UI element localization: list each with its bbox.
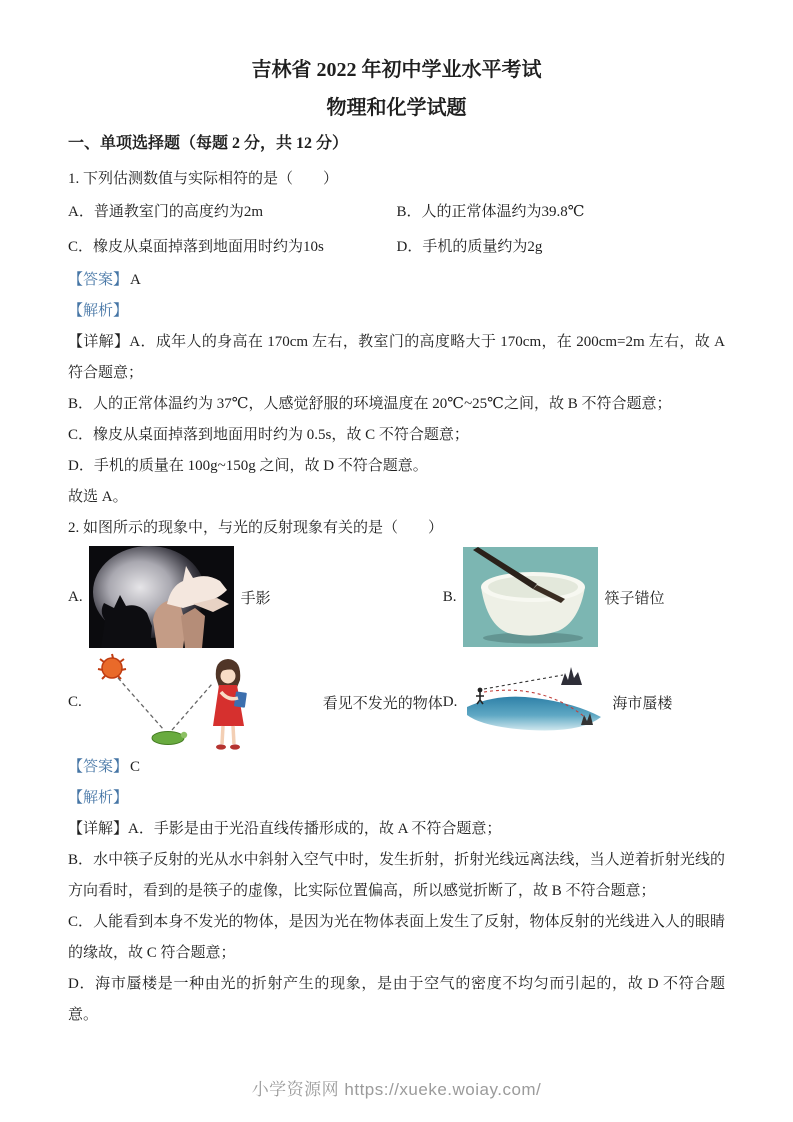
incident-ray	[118, 678, 164, 730]
option-caption: 手影	[240, 590, 271, 607]
hand-shadow-image	[89, 546, 234, 648]
question-1-detail-d: D．手机的质量在 100g~150g 之间，故 D 不符合题意。	[68, 458, 428, 474]
option-letter: D.	[442, 693, 458, 710]
question-2-detail-d: D．海市蜃楼是一种由光的折射产生的现象，是由于空气的密度不均匀而引起的，故 D 不符合题意。	[68, 976, 725, 1023]
question-1-options	[68, 195, 725, 265]
option-letter: B.	[442, 588, 457, 605]
question-2-stem: 2. 如图所示的现象中，与光的反射现象有关的是（ ）	[68, 520, 444, 536]
question-1-analysis-label: 【解析】	[68, 303, 129, 319]
question-1-detail-b: B．人的正常体温约为 37℃，人感觉舒服的环境温度在 20℃~25℃之间，故 B 不符合题意；	[68, 396, 672, 412]
girl-leg	[222, 726, 223, 744]
footer-watermark: 小学资源网 https://xueke.woiay.com/	[251, 1080, 542, 1099]
girl-leg	[233, 726, 234, 744]
forearm	[181, 608, 205, 648]
sea-surface	[467, 697, 601, 731]
page-title: 吉林省 2022 年初中学业水平考试	[251, 59, 542, 81]
question-1-option-b: B．人的正常体温约为39.8℃	[396, 204, 585, 220]
girl-face	[220, 669, 235, 684]
question-2-option-d	[443, 652, 725, 752]
question-2-detail-a: 【详解】A．手影是由于光沿直线传播形成的，故 A 不符合题意；	[68, 821, 502, 837]
question-1-detail-c: C．橡皮从桌面掉落到地面用时约为 0.5s，故 C 不符合题意；	[68, 427, 469, 443]
option-caption: 海市蜃楼	[612, 695, 673, 712]
question-2-option-a	[68, 546, 443, 648]
answer-label: 【答案】	[68, 759, 129, 775]
option-letter: A.	[68, 588, 83, 605]
question-2-option-b	[443, 546, 725, 648]
answer-value: A	[130, 272, 141, 288]
turtle	[152, 732, 184, 745]
section-heading: 一、单项选择题（每题 2 分，共 12 分）	[68, 135, 349, 152]
sun	[102, 658, 122, 678]
question-1-option-a: A．普通教室门的高度约为2m	[68, 204, 264, 220]
question-2-detail-b: B．水中筷子反射的光从水中斜射入空气中时，发生折射，折射光线远离法线，当人逆着折射光线的方向看时，看到的是筷子的虚像，比实际位置偏高，所以感觉折断了，故 B 不符合题意；	[68, 852, 725, 899]
question-2-options	[68, 546, 725, 752]
sight-line	[484, 675, 563, 689]
option-caption: 看见不发光的物体	[322, 695, 443, 712]
girl-shoe	[216, 744, 226, 749]
turtle-head	[181, 732, 187, 738]
chopstick-in-bowl-image	[463, 547, 598, 647]
question-2-analysis-label: 【解析】	[68, 790, 129, 806]
answer-label: 【答案】	[68, 272, 129, 288]
option-caption: 筷子错位	[604, 590, 665, 607]
question-1-detail-a: 【详解】A．成年人的身高在 170cm 左右，教室门的高度略大于 170cm，在 200cm=2m 左右，故 A 符合题意；	[68, 334, 725, 381]
question-1-answer-line	[68, 265, 725, 296]
option-letter: C.	[68, 693, 82, 710]
reflected-ray	[172, 684, 212, 730]
mirage-city	[561, 667, 582, 685]
page-subtitle: 物理和化学试题	[326, 97, 467, 119]
question-1-option-d: D．手机的质量约为2g	[396, 239, 543, 255]
question-2-detail-c: C．人能看到本身不发光的物体，是因为光在物体表面上发生了反射，物体反射的光线进入人的眼睛的缘故，故 C 符合题意；	[68, 914, 725, 961]
question-1-option-c: C．橡皮从桌面掉落到地面用时约为10s	[68, 239, 324, 255]
girl-shoe	[230, 744, 240, 749]
question-2-answer-line	[68, 752, 725, 783]
question-1-stem: 1. 下列估测数值与实际相符的是（ ）	[68, 171, 339, 187]
forearm	[153, 601, 186, 648]
observer-head	[478, 688, 483, 693]
sea-mirage-image	[463, 663, 605, 741]
answer-value: C	[130, 759, 141, 775]
question-2-option-c	[68, 652, 443, 752]
question-1-conclusion: 故选 A。	[68, 489, 128, 505]
seeing-nonluminous-object-image	[88, 652, 316, 752]
